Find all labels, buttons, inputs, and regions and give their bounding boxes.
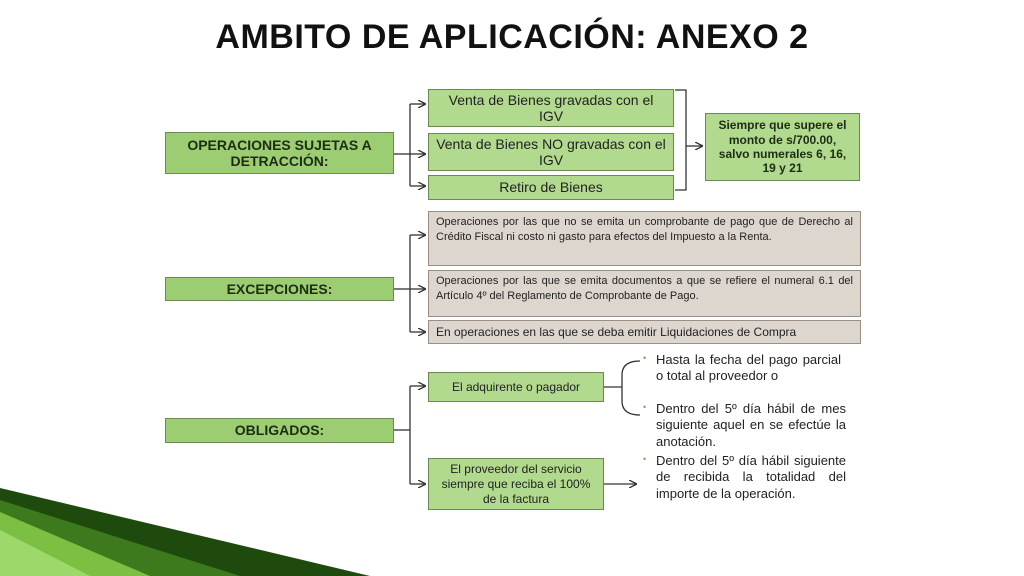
excepciones-label: EXCEPCIONES: — [165, 277, 394, 301]
page-title: AMBITO DE APLICACIÓN: ANEXO 2 — [215, 18, 809, 56]
sujeta-item-venta-no-gravada: Venta de Bienes NO gravadas con el IGV — [428, 133, 674, 171]
bullet-icon: • — [643, 454, 647, 464]
bullet-icon: • — [643, 353, 647, 363]
sujeta-item-venta-gravada: Venta de Bienes gravadas con el IGV — [428, 89, 674, 127]
proveedor-bullet-1 — [643, 453, 846, 502]
obligados-label: OBLIGADOS: — [165, 418, 394, 443]
adquirente-box: El adquirente o pagador — [428, 372, 604, 402]
excepcion-item: Operaciones por las que se emita documentos a que se refiere el numeral 6.1 del Artículo 4º del Reglamento de Comprobante de Pago. — [428, 270, 861, 317]
bullet-text: Dentro del 5º día hábil de mes siguiente aquel en se efectúe la anotación. — [656, 401, 846, 449]
sujeta-item-retiro-bienes: Retiro de Bienes — [428, 175, 674, 200]
adquirente-bullet-1 — [643, 352, 841, 385]
adquirente-bullet-2 — [643, 401, 846, 450]
bullet-text: Hasta la fecha del pago parcial o total al proveedor o — [656, 352, 841, 384]
operaciones-sujetas-label: OPERACIONES SUJETAS A DETRACCIÓN: — [165, 132, 394, 174]
bullet-icon: • — [643, 402, 647, 412]
monto-minimo-note: Siempre que supere el monto de s/700.00, salvo numerales 6, 16, 19 y 21 — [705, 113, 860, 181]
bullet-text: Dentro del 5º día hábil siguiente de recibida la totalidad del importe de la operación. — [656, 453, 846, 501]
proveedor-box: El proveedor del servicio siempre que reciba el 100% de la factura — [428, 458, 604, 510]
excepcion-item: Operaciones por las que no se emita un comprobante de pago que de Derecho al Crédito Fiscal ni costo ni gasto para efectos del Impuesto a la Renta. — [428, 211, 861, 266]
excepcion-item: En operaciones en las que se deba emitir Liquidaciones de Compra — [428, 320, 861, 344]
